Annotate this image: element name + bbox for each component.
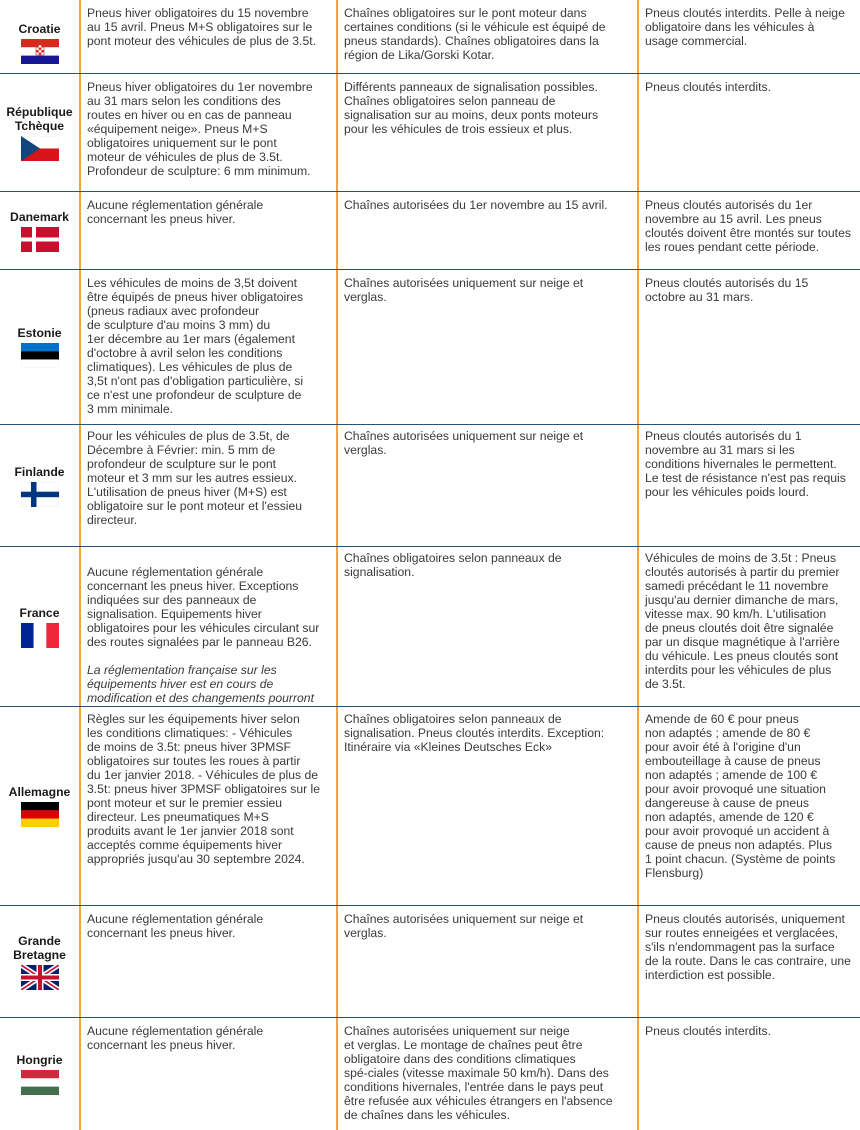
table-row	[0, 74, 860, 192]
country-cell	[0, 74, 81, 191]
winter-tires-cell: Règles sur les équipements hiver selon les conditions climatiques: - Véhicules de moins de 3.5t: pneus hiver 3PMSF obligatoires sur toutes les roues à partir du 1er janvier 2018. - Véhicules de plus de 3.5t: pneus hiver 3PMSF obligatoires sur le pont moteur et sur le premier essieu directeur. Les pneumatiques M+S produits avant le 1er janvier 2018 sont acceptés comme équipements hiver appropriés jusqu'au 30 septembre 2024.	[81, 707, 338, 905]
country-cell	[0, 270, 81, 424]
country-name: Hongrie	[16, 1053, 63, 1067]
studded-tires-cell: Amende de 60 € pour pneus non adaptés ; amende de 80 € pour avoir été à l'origine d'un embouteillage à cause de pneus non adaptés ; amende de 100 € pour avoir provoqué une situation dangereuse à cause de pneus non adaptés, amende de 120 € pour avoir provoqué un accident à cause de pneus non adaptés. Plus 1 point chacun. (Système de points Flensburg)	[645, 712, 836, 880]
winter-tires-cell: Pour les véhicules de plus de 3.5t, de Décembre à Février: min. 5 mm de profondeur de sculpture sur le pont moteur et 3 mm sur les autres essieux. L'utilisation de pneus hiver (M+S) est obligatoire sur le pont moteur et l'essieu directeur.	[81, 425, 338, 546]
table-row	[0, 425, 860, 547]
country-cell	[0, 906, 81, 1017]
chains-cell: Chaînes obligatoires sur le pont moteur dans certaines conditions (si le véhicule est équipé de pneus standards). Chaînes obligatoires dans la région de Lika/Gorski Kotar.	[338, 0, 639, 73]
country-cell	[0, 0, 81, 73]
country-name: Danemark	[10, 209, 69, 224]
table-row	[0, 0, 860, 74]
winter-tires-text: Aucune réglementation générale concernant les pneus hiver. Exceptions indiquées sur des panneaux de signalisation. Equipements hiver obligatoires pour les véhicules circulant sur des routes signalées par le panneau B26.	[87, 565, 320, 649]
studded-tires-cell: Pneus cloutés interdits.	[645, 80, 772, 94]
winter-tires-cell: Aucune réglementation générale concernant les pneus hiver.	[81, 1018, 338, 1130]
hungary-flag-icon	[21, 1070, 59, 1095]
country-name: Estonie	[17, 326, 62, 340]
chains-cell: Chaînes obligatoires selon panneaux de signalisation. Pneus cloutés interdits. Exception: Itinéraire via «Kleines Deutsches Eck»	[338, 707, 639, 905]
studded-tires-cell: Pneus cloutés autorisés du 1 novembre au 31 mars si les conditions hivernales le permettent. Le test de résistance n'est pas requis pour les véhicules poids lourd.	[645, 429, 846, 499]
table-row	[0, 192, 860, 270]
table-row	[0, 547, 860, 707]
studded-tires-cell: Pneus cloutés autorisés du 1er novembre au 15 avril. Les pneus cloutés doivent être montés sur toutes les roues pendant cette période.	[645, 198, 851, 254]
table-row	[0, 1018, 860, 1130]
winter-tires-cell: Aucune réglementation générale concernant les pneus hiver.	[81, 906, 338, 1017]
winter-tires-cell: Les véhicules de moins de 3,5t doivent être équipés de pneus hiver obligatoires (pneus radiaux avec profondeur de sculpture d'au moins 3 mm) du 1er décembre au 1er mars (également d'octobre à avril selon les conditions climatiques). Les véhicules de plus de 3,5t n'ont pas d'obligation particulière, si ce n'est une profondeur de sculpture de 3 mm minimale.	[81, 270, 338, 424]
studded-tires-cell: Pneus cloutés autorisés, uniquement sur routes enneigées et verglacées, s'ils n'endommagent pas la surface de la route. Dans le cas contraire, une interdiction est possible.	[645, 912, 851, 982]
country-name: France	[19, 605, 60, 620]
country-name: Allemagne	[8, 785, 71, 799]
table-row	[0, 707, 860, 906]
country-name: Grande Bretagne	[13, 933, 66, 962]
uk-flag-icon	[21, 965, 59, 990]
croatia-flag-icon	[21, 39, 59, 64]
czech-flag-icon	[21, 136, 59, 161]
winter-tires-note: La réglementation française sur les équipements hiver est en cours de modification et des changements pourront	[87, 663, 314, 705]
france-flag-icon	[21, 623, 59, 648]
finland-flag-icon	[21, 482, 59, 507]
country-cell	[0, 1018, 81, 1130]
denmark-flag-icon	[21, 227, 59, 252]
country-cell	[0, 547, 81, 706]
winter-tires-cell: Pneus hiver obligatoires du 1er novembre au 31 mars selon les conditions des routes en hiver ou en cas de panneau «équipement neige». Pneus M+S obligatoires uniquement sur le pont moteur de véhicules de plus de 3.5t. Profondeur de sculpture: 6 mm minimum.	[81, 74, 338, 191]
estonia-flag-icon	[21, 343, 59, 368]
chains-cell: Chaînes autorisées uniquement sur neige et verglas.	[338, 906, 639, 1017]
winter-tires-cell	[81, 547, 338, 706]
country-name: Croatie	[18, 22, 61, 36]
table-row	[0, 906, 860, 1018]
chains-cell: Différents panneaux de signalisation possibles. Chaînes obligatoires selon panneau de signalisation sur au moins, deux ponts moteurs pour les véhicules de trois essieux et plus.	[338, 74, 639, 191]
chains-cell: Chaînes obligatoires selon panneaux de signalisation.	[338, 547, 639, 706]
studded-tires-cell: Pneus cloutés autorisés du 15 octobre au 31 mars.	[645, 276, 809, 304]
winter-tires-cell: Pneus hiver obligatoires du 15 novembre au 15 avril. Pneus M+S obligatoires sur le pont moteur des véhicules de plus de 3.5t.	[81, 0, 338, 73]
studded-tires-cell: Pneus cloutés interdits.	[645, 1024, 772, 1038]
chains-cell: Chaînes autorisées uniquement sur neige et verglas. Le montage de chaînes peut être obligatoire dans des conditions climatiques spé-ciales (vitesse maximale 50 km/h). Dans des conditions hivernales, l'entrée dans le pays peut être refusée aux véhicules étrangers en l'absence de chaînes dans les véhicules.	[338, 1018, 639, 1130]
chains-cell: Chaînes autorisées uniquement sur neige et verglas.	[338, 270, 639, 424]
winter-tires-cell: Aucune réglementation générale concernant les pneus hiver.	[81, 192, 338, 269]
studded-tires-cell: Véhicules de moins de 3.5t : Pneus cloutés autorisés à partir du premier samedi précédant le 11 novembre jusqu'au dernier dimanche de mars, vitesse max. 90 km/h. L'utilisation de pneus cloutés doit être signalée par un disque magnétique à l'arrière du véhicule. Les pneus cloutés sont interdits pour les véhicules de plus de 3.5t.	[645, 551, 840, 691]
studded-tires-cell: Pneus cloutés interdits. Pelle à neige obligatoire dans les véhicules à usage commercial.	[645, 6, 845, 48]
country-cell	[0, 425, 81, 546]
country-cell	[0, 192, 81, 269]
country-name: République Tchèque	[6, 104, 73, 133]
country-cell	[0, 707, 81, 905]
table-row	[0, 270, 860, 425]
chains-cell: Chaînes autorisées uniquement sur neige et verglas.	[338, 425, 639, 546]
country-name: Finlande	[14, 464, 65, 479]
germany-flag-icon	[21, 802, 59, 827]
chains-cell: Chaînes autorisées du 1er novembre au 15 avril.	[338, 192, 639, 269]
